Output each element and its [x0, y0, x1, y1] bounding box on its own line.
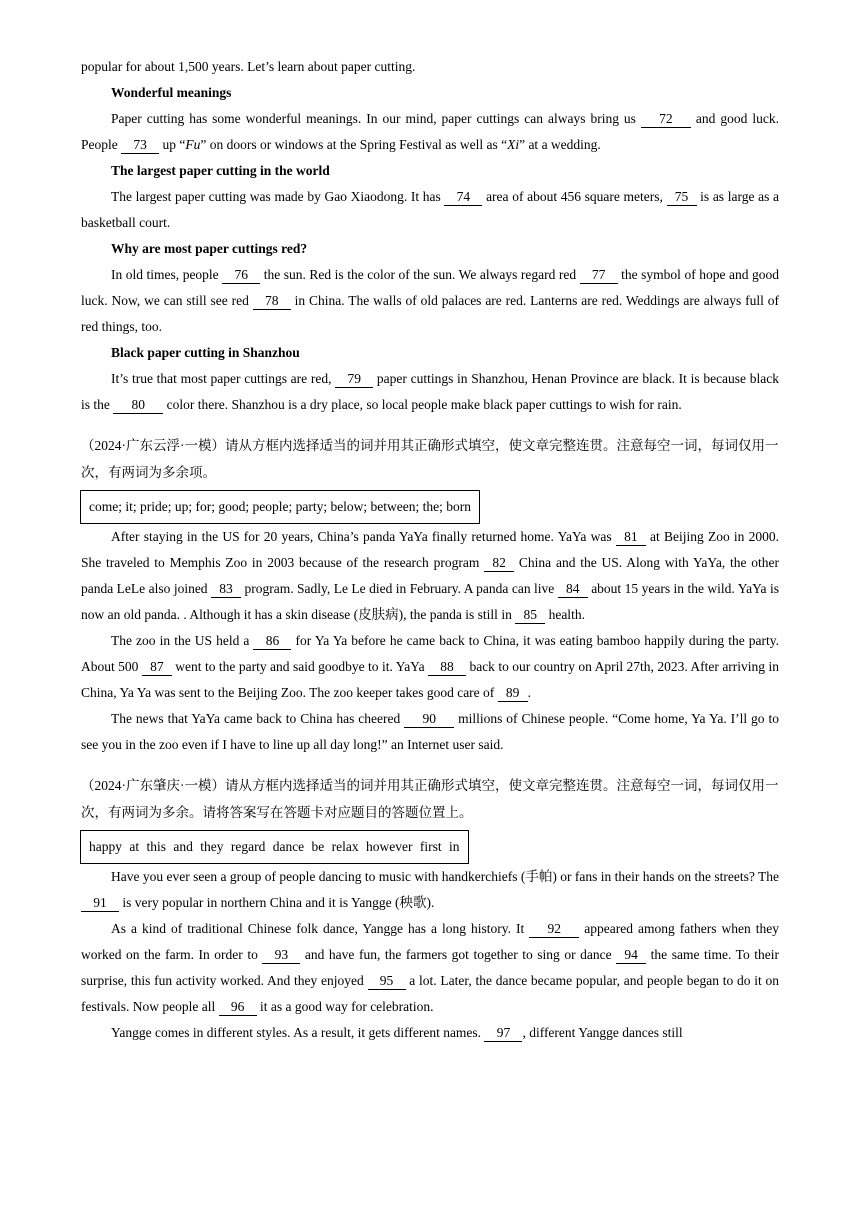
blank-95[interactable]: 95 — [368, 973, 406, 990]
passage3-word-box: happy at this and they regard dance be relax however first in — [80, 830, 469, 864]
passage1-line0: popular for about 1,500 years. Let’s learn about paper cutting. — [81, 59, 416, 74]
passage2-paragraph-2: The zoo in the US held a 86 for Ya Ya before he came back to China, it was eating bamboo happily during the party. About 500 87 went to the party and said goodbye to it. YaYa 88 back to our country on April 27th, 2023. After arriving in China, Ya Ya was sent to the Beijing Zoo. The zoo keeper takes good care of 89 . — [81, 633, 779, 700]
blank-81[interactable]: 81 — [616, 529, 646, 546]
blank-96[interactable]: 96 — [219, 999, 257, 1016]
blank-73[interactable]: 73 — [121, 137, 159, 154]
passage2-instructions: （2024·广东云浮·一模）请从方框内选择适当的词并用其正确形式填空，使文章完整连贯。注意每空一词，每词仅用一次，有两词为多余项。 — [81, 438, 779, 480]
passage3-paragraph-3: Yangge comes in different styles. As a result, it gets different names. 97 , different Yangge dances still — [111, 1025, 683, 1040]
passage1-paragraph-2: The largest paper cutting was made by Gao Xiaodong. It has 74 area of about 456 square meters, 75 is as large as a basketball court. — [81, 189, 779, 230]
passage1-paragraph-1: Paper cutting has some wonderful meanings. In our mind, paper cuttings can always bring us 72 and good luck. People 73 up “Fu” on doors or windows at the Spring Festival as well as “Xi” at a wedding. — [81, 111, 779, 152]
passage2-paragraph-1: After staying in the US for 20 years, China’s panda YaYa finally returned home. YaYa was 81 at Beijing Zoo in 2000. She traveled to Memphis Zoo in 2003 because of the research program 82 China and the US. Along with YaYa, the other panda LeLe also joined 83 program. Sadly, Le Le died in February. A panda can live 84 about 15 years in the wild. YaYa is now an old panda. . Although it has a skin disease (皮肤病), the panda is still in 85 health. — [81, 529, 779, 622]
passage3-instructions: （2024·广东肇庆·一模）请从方框内选择适当的词并用其正确形式填空，使文章完整连贯。注意每空一词，每词仅用一次，有两词为多余。请将答案写在答题卡对应题目的答题位置上。 — [81, 778, 779, 820]
blank-77[interactable]: 77 — [580, 267, 618, 284]
heading-why-red: Why are most paper cuttings red? — [111, 241, 308, 256]
blank-86[interactable]: 86 — [253, 633, 291, 650]
passage1-paragraph-4: It’s true that most paper cuttings are red, 79 paper cuttings in Shanzhou, Henan Province are black. It is because black is the 80 color there. Shanzhou is a dry place, so local people make black paper cuttings to wish for rain. — [81, 371, 779, 412]
blank-89[interactable]: 89 — [498, 685, 528, 702]
blank-76[interactable]: 76 — [222, 267, 260, 284]
passage3-paragraph-2: As a kind of traditional Chinese folk dance, Yangge has a long history. It 92 appeared among fathers when they worked on the farm. In order to 93 and have fun, the farmers got together to sing or dance 94 the same time. To their surprise, this fun activity worked. And they enjoyed 95 a lot. Later, the dance became popular, and people began to do it on festivals. Now people all 96 it as a good way for celebration. — [81, 921, 780, 1014]
passage3-paragraph-1: Have you ever seen a group of people dancing to music with handkerchiefs (手帕) or fans in their hands on the streets? The 91 is very popular in northern China and it is Yangge (秧歌). — [81, 864, 779, 916]
blank-78[interactable]: 78 — [253, 293, 291, 310]
blank-88[interactable]: 88 — [428, 659, 466, 676]
blank-85[interactable]: 85 — [515, 607, 545, 624]
blank-72[interactable]: 72 — [641, 111, 691, 128]
blank-92[interactable]: 92 — [529, 921, 579, 938]
heading-black-paper-cutting: Black paper cutting in Shanzhou — [111, 345, 300, 360]
blank-97[interactable]: 97 — [484, 1025, 522, 1042]
blank-74[interactable]: 74 — [444, 189, 482, 206]
blank-75[interactable]: 75 — [667, 189, 697, 206]
blank-84[interactable]: 84 — [558, 581, 588, 598]
blank-79[interactable]: 79 — [335, 371, 373, 388]
blank-94[interactable]: 94 — [616, 947, 646, 964]
blank-80[interactable]: 80 — [113, 397, 163, 414]
blank-87[interactable]: 87 — [142, 659, 172, 676]
heading-largest-paper-cutting: The largest paper cutting in the world — [111, 163, 330, 178]
document-page — [81, 54, 779, 1046]
passage2-word-box: come; it; pride; up; for; good; people; party; below; between; the; born — [80, 490, 480, 524]
blank-82[interactable]: 82 — [484, 555, 514, 572]
passage1-paragraph-3: In old times, people 76 the sun. Red is the color of the sun. We always regard red 77 the symbol of hope and good luck. Now, we can still see red 78 in China. The walls of old palaces are red. Lanterns are red. Weddings are always full of red things, too. — [81, 267, 779, 334]
heading-wonderful-meanings: Wonderful meanings — [111, 85, 232, 100]
blank-90[interactable]: 90 — [404, 711, 454, 728]
blank-93[interactable]: 93 — [262, 947, 300, 964]
blank-91[interactable]: 91 — [81, 895, 119, 912]
blank-83[interactable]: 83 — [211, 581, 241, 598]
passage2-paragraph-3: The news that YaYa came back to China has cheered 90 millions of Chinese people. “Come home, Ya Ya. I’ll go to see you in the zoo even if I have to line up all day long!” an Internet user said. — [81, 711, 779, 752]
